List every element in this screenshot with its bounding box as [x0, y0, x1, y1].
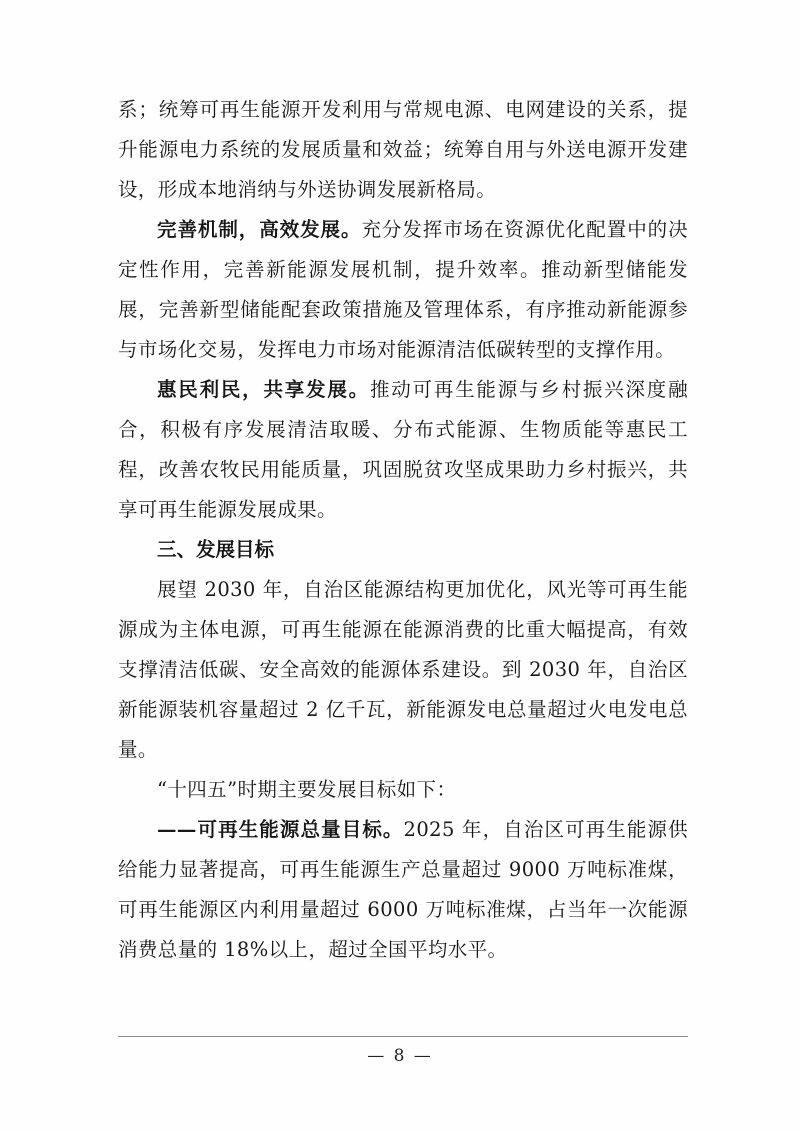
- paragraph-plan-intro: “十四五”时期主要发展目标如下：: [157, 778, 457, 801]
- paragraph-benefit: [118, 370, 688, 530]
- paragraph-continuation: 系；统筹可再生能源开发利用与常规电源、电网建设的关系，提升能源电力系统的发展质量和效益；统筹自用与外送电源开发建设，形成本地消纳与外送协调发展新格局。: [118, 98, 688, 201]
- paragraph-body-total-target: 2025 年，自治区可再生能源供给能力显著提高，可再生能源生产总量超过 9000 万吨标准煤，可再生能源区内利用量超过 6000 万吨标准煤，占当年一次能源消费总量的 18%以上，超过全国平均水平。: [118, 818, 688, 961]
- paragraph-lead-mechanism: 完善机制，高效发展。: [157, 218, 362, 241]
- paragraph-body-benefit: 推动可再生能源与乡村振兴深度融合，积极有序发展清洁取暖、分布式能源、生物质能等惠民工程，改善农牧民用能质量，巩固脱贫攻坚成果助力乡村振兴，共享可再生能源发展成果。: [118, 378, 688, 521]
- paragraph-outlook-2030: 展望 2030 年，自治区能源结构更加优化，风光等可再生能源成为主体电源，可再生能源在能源消费的比重大幅提高，有效支撑清洁低碳、安全高效的能源体系建设。到 2030 年，自治区新能源装机容量超过 2 亿千瓦，新能源发电总量超过火电发电总量。: [118, 578, 688, 761]
- page-content: [118, 90, 688, 970]
- paragraph-lead-total-target: ——可再生能源总量目标。: [157, 818, 404, 841]
- section-heading-goals: 三、发展目标: [157, 538, 275, 561]
- paragraph-total-target: [118, 810, 688, 970]
- footer-divider: [118, 1036, 688, 1037]
- paragraph-lead-benefit: 惠民利民，共享发展。: [157, 378, 370, 401]
- page-number: — 8 —: [367, 1046, 433, 1066]
- paragraph-body-mechanism: 充分发挥市场在资源优化配置中的决定性作用，完善新能源发展机制，提升效率。推动新型储能发展，完善新型储能配套政策措施及管理体系，有序推动新能源参与市场化交易，发挥电力市场对能源清洁低碳转型的支撑作用。: [118, 218, 688, 361]
- paragraph-mechanism: [118, 210, 688, 370]
